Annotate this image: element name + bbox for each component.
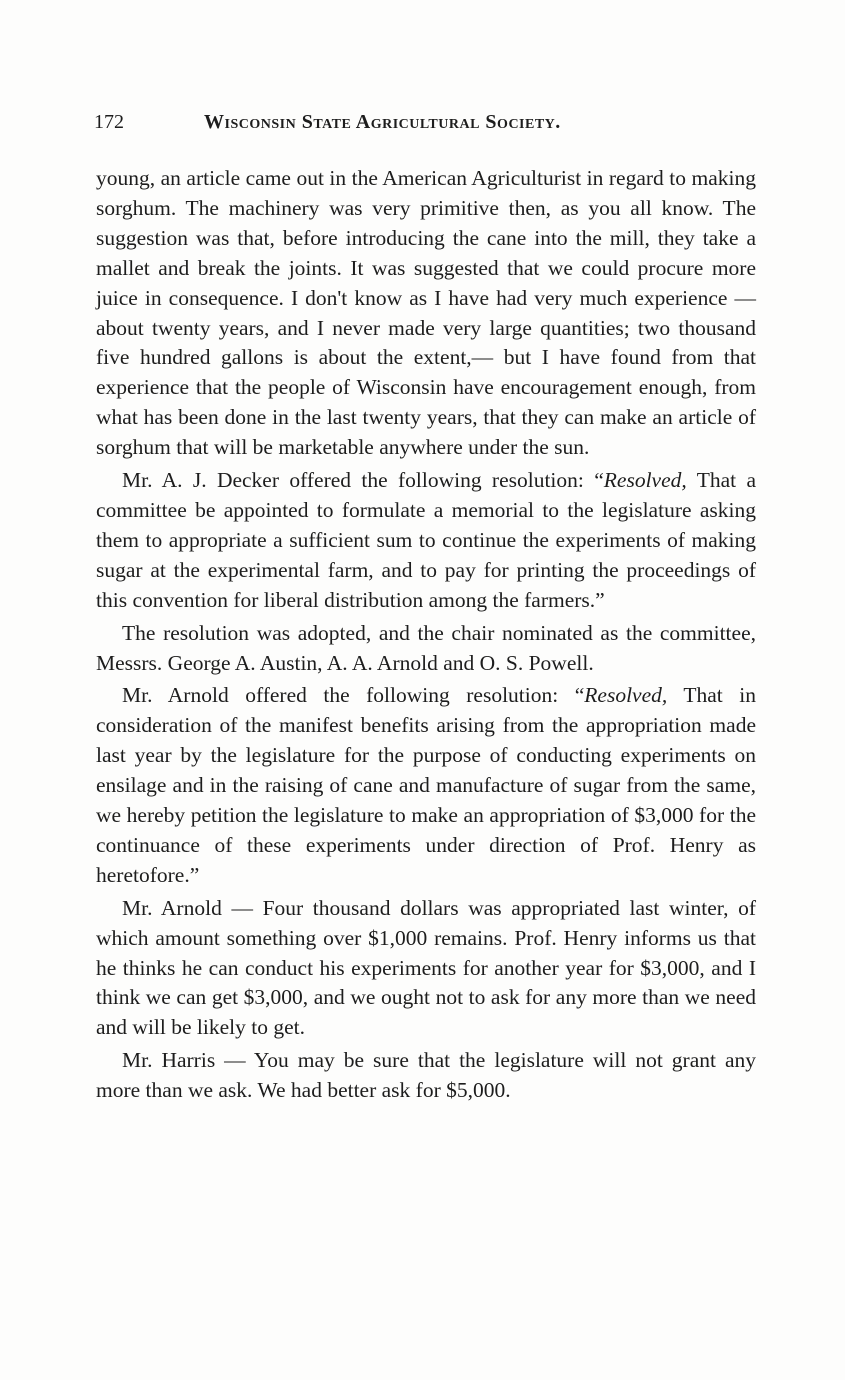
body-text xyxy=(96,164,756,1106)
paragraph-4-resolved: Resolved, xyxy=(584,683,668,708)
page-number: 172 xyxy=(94,111,124,133)
paragraph-1-text: young, an article came out in the American Agriculturist in regard to making sorghum. The machinery was very primitive then, as you all know. The suggestion was that, before introducing the cane into the mill, they take a mallet and break the joints. It was suggested that we could procure more juice in consequence. I don't know as I have had very much experience — about twenty years, and I never made very large quantities; two thousand five hundred gallons is about the extent,— but I have found from that experience that the people of Wisconsin have encouragement enough, from what has been done in the last twenty years, that they can make an article of sorghum that will be marketable anywhere under the sun. xyxy=(96,166,756,460)
paragraph-4-lead: Mr. Arnold offered the following resolution: “ xyxy=(122,683,585,708)
paragraph-6 xyxy=(96,1046,756,1106)
paragraph-2 xyxy=(96,466,756,616)
paragraph-5 xyxy=(96,894,756,1044)
paragraph-4-rest: That in consideration of the manifest benefits arising from the appropriation made last year by the legislature for the purpose of conducting experiments on ensilage and in the raising of cane and manufacture of sugar from the same, we hereby petition the legislature to make an appropriation of $3,000 for the continuance of these experiments under direction of Prof. Henry as heretofore.” xyxy=(96,683,757,887)
paragraph-3-text: The resolution was adopted, and the chair nominated as the committee, Messrs. George A. Austin, A. A. Arnold and O. S. Powell. xyxy=(96,620,756,675)
paragraph-2-lead: Mr. A. J. Decker offered the following resolution: “ xyxy=(122,468,604,493)
paragraph-3 xyxy=(96,619,756,679)
paragraph-2-rest: That a committee be appointed to formulate a memorial to the legislature asking them to appropriate a sufficient sum to continue the experiments of making sugar at the experimental farm, and to pay for printing the proceedings of this convention for liberal distribution among the farmers.” xyxy=(96,468,757,612)
running-title: Wisconsin State Agricultural Society. xyxy=(204,111,561,133)
paragraph-4 xyxy=(96,681,756,890)
paragraph-2-resolved: Resolved, xyxy=(603,468,687,493)
paragraph-6-text: Mr. Harris — You may be sure that the legislature will not grant any more than we ask. We had better ask for $5,000. xyxy=(96,1048,756,1103)
paragraph-1 xyxy=(96,164,756,463)
paragraph-5-text: Mr. Arnold — Four thousand dollars was appropriated last winter, of which amount something over $1,000 remains. Prof. Henry informs us that he thinks he can conduct his experiments for another year for $3,000, and I think we can get $3,000, and we ought not to ask for any more than we need and will be likely to get. xyxy=(96,895,756,1040)
